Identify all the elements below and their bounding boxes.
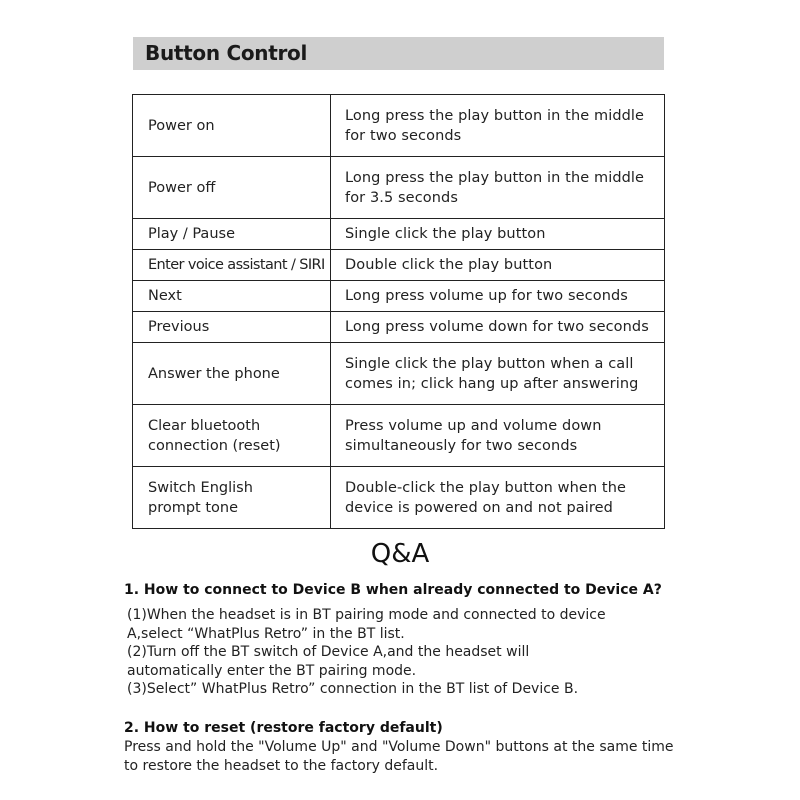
section-header-bar	[133, 37, 664, 70]
control-description-cell	[331, 343, 665, 405]
control-description-text: for 3.5 seconds	[345, 189, 458, 206]
control-description-cell	[331, 95, 665, 157]
question-2-heading: 2. How to reset (restore factory default)	[124, 720, 443, 736]
answer-line: to restore the headset to the factory default.	[124, 757, 439, 774]
control-action-text: connection (reset)	[148, 437, 281, 454]
control-action-text: Power off	[148, 179, 216, 196]
question-1-answer	[127, 606, 687, 699]
control-description-text: Single click the play button when a call	[345, 355, 634, 372]
table-row	[133, 312, 665, 343]
control-action-text: Play / Pause	[148, 226, 235, 242]
table-row	[133, 219, 665, 250]
answer-line: Press and hold the "Volume Up" and "Volume Down" buttons at the same time	[124, 739, 674, 755]
control-description-text: Single click the play button	[345, 226, 546, 242]
table-row	[133, 95, 665, 157]
control-description-cell	[331, 405, 665, 467]
control-description-cell	[331, 467, 665, 529]
table-row	[133, 250, 665, 281]
section-title: Button Control	[145, 41, 308, 65]
control-description-text: comes in; click hang up after answering	[345, 375, 639, 392]
control-action-text: Enter voice assistant / SIRI	[148, 257, 325, 273]
control-action-cell	[133, 281, 331, 312]
control-description-cell	[331, 250, 665, 281]
answer-line: (1)When the headset is in BT pairing mode and connected to device	[127, 607, 606, 623]
button-control-table	[132, 94, 665, 529]
answer-line: (3)Select” WhatPlus Retro” connection in the BT list of Device B.	[127, 681, 579, 697]
control-action-cell	[133, 312, 331, 343]
control-action-text: Previous	[148, 319, 210, 335]
qa-title: Q&A	[370, 539, 430, 569]
control-action-text: Power on	[148, 117, 215, 134]
control-description-text: simultaneously for two seconds	[345, 437, 578, 454]
control-action-cell	[133, 405, 331, 467]
table-row	[133, 467, 665, 529]
control-description-text: Press volume up and volume down	[345, 417, 602, 434]
control-description-cell	[331, 281, 665, 312]
control-action-text: Clear bluetooth	[148, 417, 261, 434]
control-action-cell	[133, 467, 331, 529]
table-row	[133, 343, 665, 405]
question-1-heading: 1. How to connect to Device B when already connected to Device A?	[124, 582, 662, 598]
control-description-cell	[331, 219, 665, 250]
control-description-text: Long press volume up for two seconds	[345, 288, 628, 304]
control-action-cell	[133, 157, 331, 219]
control-description-cell	[331, 312, 665, 343]
answer-line: (2)Turn off the BT switch of Device A,and the headset will	[127, 644, 530, 660]
control-description-text: Double-click the play button when the	[345, 479, 627, 496]
control-description-text: Double click the play button	[345, 257, 553, 273]
control-action-text: Next	[148, 288, 182, 304]
control-action-cell	[133, 250, 331, 281]
table-row	[133, 405, 665, 467]
control-action-text: Answer the phone	[148, 365, 280, 382]
table-row	[133, 157, 665, 219]
answer-line: automatically enter the BT pairing mode.	[127, 662, 417, 679]
control-action-text: Switch English	[148, 479, 253, 496]
control-description-text: for two seconds	[345, 127, 462, 144]
control-description-cell	[331, 157, 665, 219]
control-action-cell	[133, 343, 331, 405]
control-action-cell	[133, 95, 331, 157]
control-description-text: Long press the play button in the middle	[345, 169, 645, 186]
question-2-answer	[124, 738, 684, 775]
control-action-text: prompt tone	[148, 499, 239, 516]
control-action-cell	[133, 219, 331, 250]
table-row	[133, 281, 665, 312]
control-description-text: Long press volume down for two seconds	[345, 319, 649, 335]
answer-line: A,select “WhatPlus Retro” in the BT list.	[127, 625, 405, 642]
control-description-text: Long press the play button in the middle	[345, 107, 645, 124]
control-description-text: device is powered on and not paired	[345, 499, 613, 516]
